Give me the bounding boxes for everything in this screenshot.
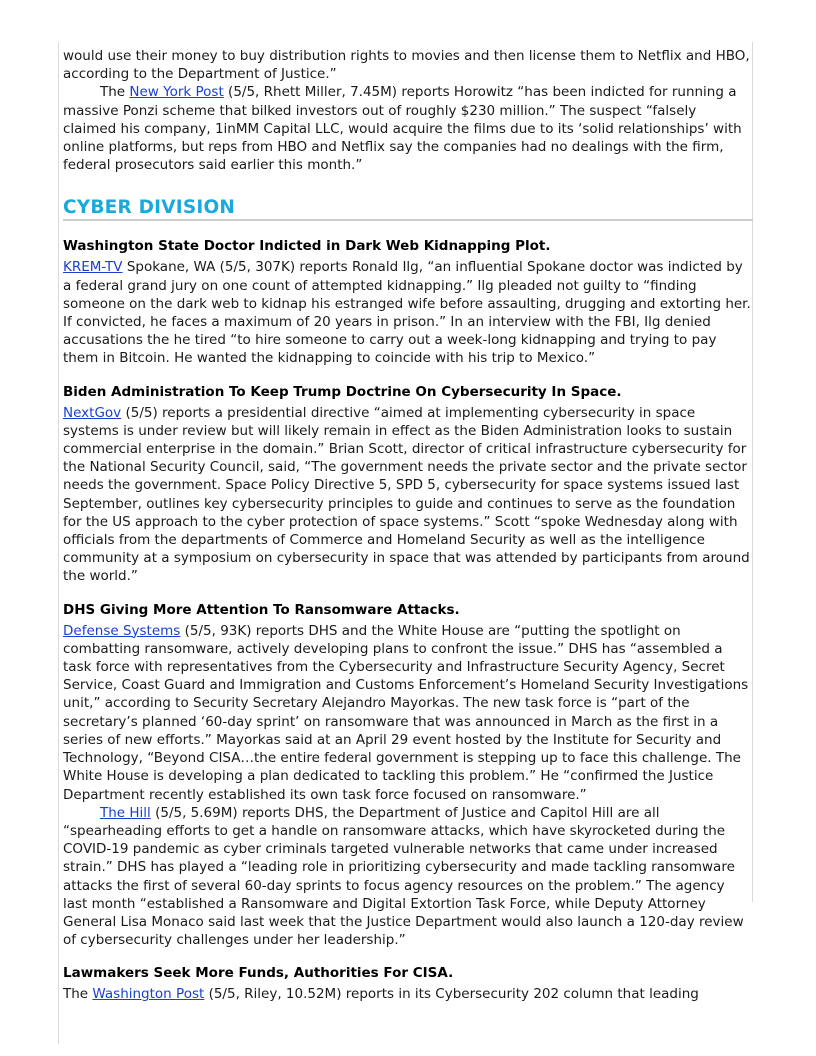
source-link-new-york-post[interactable]: New York Post [129, 84, 224, 101]
left-margin-rule [58, 42, 59, 1044]
article-headline: Washington State Doctor Indicted in Dark Web Kidnapping Plot. [63, 238, 551, 255]
source-link-the-hill[interactable]: The Hill [100, 804, 151, 821]
article-paragraph: The Washington Post (5/5, Riley, 10.52M) reports in its Cybersecurity 202 column that leading [63, 986, 699, 1003]
intro-paragraph: would use their money to buy distribution rights to movies and then license them to Netflix and HBO, according to the Department of Justice.” [63, 48, 750, 83]
article-paragraph: The Hill (5/5, 5.69M) reports DHS, the Department of Justice and Capitol Hill are all “spearheading efforts to get a handle on ransomware attacks, which have skyrocketed during the COVID-19 pandemic as cyber criminals targeted vulnerable networks that came under increased strain.” DHS has played a “leading role in prioritizing cybersecurity and made tackling ransomware attacks the first of several 60-day sprints to focus agency resources on the problem.” The agency last month “established a Ransomware and Digital Extortion Task Force, while Deputy Attorney General Lisa Monaco said last week that the Justice Department would also launch a 120-day review of cybersecurity challenges under her leadership.” [63, 804, 744, 949]
source-link-washington-post[interactable]: Washington Post [92, 986, 205, 1003]
document-page [63, 47, 753, 1004]
article-headline: DHS Giving More Attention To Ransomware Attacks. [63, 601, 460, 618]
source-link-krem-tv[interactable]: KREM-TV [63, 259, 123, 276]
article-paragraph: KREM-TV Spokane, WA (5/5, 307K) reports Ronald Ilg, “an influential Spokane doctor was indicted by a federal grand jury on one count of attempted kidnapping.” Ilg pleaded not guilty to “finding someone on the dark web to kidnap his estranged wife before assaulting, drugging and extorting her. If convicted, he faces a maximum of 20 years in prison.” In an interview with the FBI, Ilg denied accusations the he tired “to hire someone to carry out a week-long kidnapping and trying to pay them in Bitcoin. He wanted the kidnapping to coincide with his trip to Mexico.” [63, 259, 751, 367]
article-paragraph: NextGov (5/5) reports a presidential directive “aimed at implementing cybersecurity in space systems is under review but will likely remain in effect as the Biden Administration looks to sustain commercial enterprise in the domain.” Brian Scott, director of critical infrastructure cybersecurity for the National Security Council, said, “The government needs the private sector and the private sector needs the government. Space Policy Directive 5, SPD 5, cybersecurity for space systems issued last September, outlines key cybersecurity principles to guide and continues to serve as the foundation for the US approach to the cyber protection of space systems.” Scott “spoke Wednesday along with officials from the departments of Commerce and Homeland Security as well as the intelligence community at a symposium on cybersecurity in space that was attended by participants from around the world.” [63, 404, 750, 585]
article-headline: Biden Administration To Keep Trump Doctrine On Cybersecurity In Space. [63, 383, 622, 400]
article-headline: Lawmakers Seek More Funds, Authorities For CISA. [63, 965, 454, 982]
source-link-nextgov[interactable]: NextGov [63, 404, 122, 421]
source-link-defense-systems[interactable]: Defense Systems [63, 622, 181, 639]
section-title: CYBER DIVISION [63, 197, 753, 221]
article-paragraph: Defense Systems (5/5, 93K) reports DHS and the White House are “putting the spotlight on combatting ransomware, actively developing plans to confront the issue.” DHS has “assembled a task force with representatives from the Cybersecurity and Infrastructure Security Agency, Secret Service, Coast Guard and Immigration and Customs Enforcement’s Homeland Security Investigations unit,” according to Security Secretary Alejandro Mayorkas. The new task force is “part of the secretary’s planned ‘60-day sprint’ on ransomware that was announced in March as the first in a series of new efforts.” Mayorkas said at an April 29 event hosted by the Institute for Security and Technology, “Beyond CISA…the entire federal government is stepping up to face this challenge. The White House is developing a plan dedicated to tackling this problem.” He “confirmed the Justice Department recently established its own task force focused on ransomware.” [63, 622, 749, 803]
intro-paragraph-2: The New York Post (5/5, Rhett Miller, 7.45M) reports Horowitz “has been indicted for running a massive Ponzi scheme that bilked investors out of roughly $230 million.” The suspect “falsely claimed his company, 1inMM Capital LLC, would acquire the films due to its ‘solid relationships’ with online platforms, but reps from HBO and Netflix say the companies had no dealings with the firm, federal prosecutors said earlier this month.” [63, 84, 742, 174]
